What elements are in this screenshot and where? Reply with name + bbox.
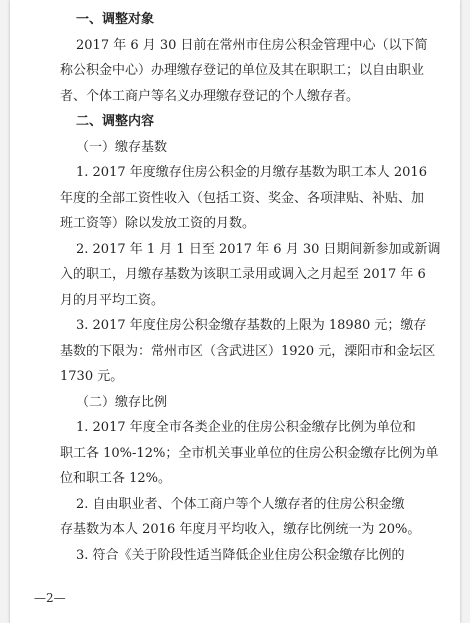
paragraph-line: 1. 2017 年度缴存住房公积金的月缴存基数为职工本人 2016 [76, 165, 427, 180]
paragraph-line: 者、个体工商户等名义办理缴存登记的个人缴存者。 [60, 89, 360, 104]
paragraph-line: 2. 自由职业者、个体工商户等个人缴存者的住房公积金缴 [76, 497, 405, 512]
paragraph-line: 1730 元。 [60, 369, 124, 384]
paragraph-line: 存基数为本人 2016 年度月平均收入，缴存比例统一为 20%。 [60, 522, 421, 537]
page-number: —2— [34, 591, 66, 605]
paragraph-line: 2017 年 6 月 30 日前在常州市住房公积金管理中心（以下简 [76, 38, 428, 53]
paragraph-line: 3. 符合《关于阶段性适当降低企业住房公积金缴存比例的 [76, 548, 405, 563]
paragraph-line: 班工资等）除以发放工资的月数。 [60, 216, 256, 231]
subheading-contribution-ratio: （二）缴存比例 [76, 395, 168, 410]
paragraph-line: 1. 2017 年度全市各类企业的住房公积金缴存比例为单位和 [76, 420, 416, 435]
heading-adjustment-content: 二、调整内容 [76, 114, 155, 129]
paragraph-line: 月的月平均工资。 [60, 293, 165, 308]
paragraph-line: 基数的下限为：常州市区（含武进区）1920 元，溧阳市和金坛区 [60, 344, 436, 359]
paragraph-line: 3. 2017 年度住房公积金缴存基数的上限为 18980 元；缴存 [76, 318, 427, 333]
document-page [10, 0, 460, 623]
paragraph-line: 位和职工各 12%。 [60, 471, 172, 486]
paragraph-line: 入的职工，月缴存基数为该职工录用或调入之月起至 2017 年 6 [60, 267, 426, 282]
heading-adjustment-target: 一、调整对象 [76, 12, 155, 27]
paragraph-line: 职工各 10%-12%；全市机关事业单位的住房公积金缴存比例为单 [60, 446, 439, 461]
paragraph-line: 称公积金中心）办理缴存登记的单位及其在职职工；以自由职业 [60, 63, 425, 78]
subheading-contribution-base: （一）缴存基数 [76, 140, 168, 155]
paragraph-line: 2. 2017 年 1 月 1 日至 2017 年 6 月 30 日期间新参加或新调 [76, 242, 441, 257]
paragraph-line: 年度的全部工资性收入（包括工资、奖金、各项津贴、补贴、加 [60, 191, 425, 206]
